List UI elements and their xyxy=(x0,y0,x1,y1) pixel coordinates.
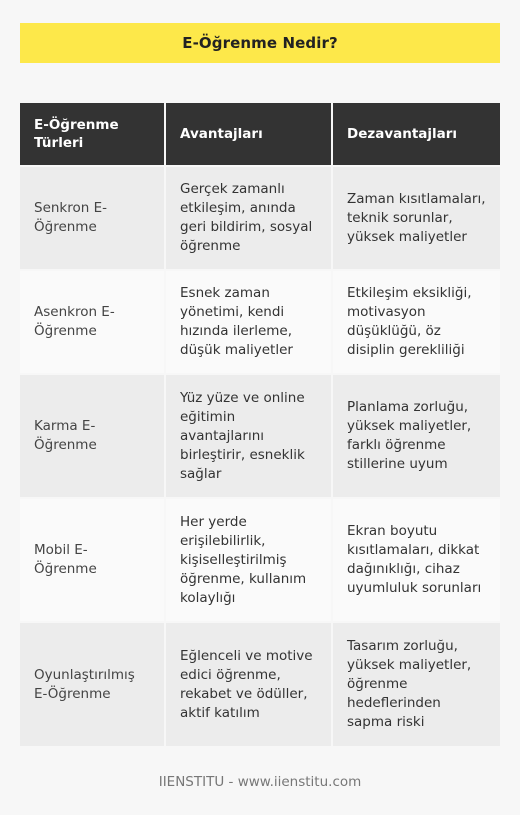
page-title: E-Öğrenme Nedir? xyxy=(182,34,338,52)
table-row xyxy=(20,374,500,498)
cell-disadvantages: Tasarım zorluğu, yüksek maliyetler, öğrenme hedeflerinden sapma riski xyxy=(332,622,500,746)
table-row xyxy=(20,498,500,622)
cell-advantages: Esnek zaman yönetimi, kendi hızında ilerleme, düşük maliyetler xyxy=(165,270,332,374)
cell-advantages: Eğlenceli ve motive edici öğrenme, rekabet ve ödüller, aktif katılım xyxy=(165,622,332,746)
header-types: E-Öğrenme Türleri xyxy=(20,103,165,166)
cell-type: Oyunlaştırılmış E-Öğrenme xyxy=(20,622,165,746)
footer-credit: IIENSTITU - www.iienstitu.com xyxy=(158,774,362,790)
cell-disadvantages: Etkileşim eksikliği, motivasyon düşüklüğü, öz disiplin gerekliliği xyxy=(332,270,500,374)
cell-advantages: Gerçek zamanlı etkileşim, anında geri bildirim, sosyal öğrenme xyxy=(165,166,332,270)
cell-type: Asenkron E-Öğrenme xyxy=(20,270,165,374)
cell-type: Karma E-Öğrenme xyxy=(20,374,165,498)
cell-disadvantages: Planlama zorluğu, yüksek maliyetler, farklı öğrenme stillerine uyum xyxy=(332,374,500,498)
cell-type: Mobil E-Öğrenme xyxy=(20,498,165,622)
header-disadvantages: Dezavantajları xyxy=(332,103,500,166)
table-header-row xyxy=(20,103,500,166)
table-row xyxy=(20,622,500,746)
cell-disadvantages: Ekran boyutu kısıtlamaları, dikkat dağınıklığı, cihaz uyumluluk sorunları xyxy=(332,498,500,622)
table-row xyxy=(20,166,500,270)
table-row xyxy=(20,270,500,374)
comparison-table xyxy=(20,103,500,746)
header-advantages: Avantajları xyxy=(165,103,332,166)
cell-advantages: Yüz yüze ve online eğitimin avantajlarını birleştirir, esneklik sağlar xyxy=(165,374,332,498)
cell-disadvantages: Zaman kısıtlamaları, teknik sorunlar, yüksek maliyetler xyxy=(332,166,500,270)
title-banner xyxy=(20,23,500,63)
cell-type: Senkron E-Öğrenme xyxy=(20,166,165,270)
cell-advantages: Her yerde erişilebilirlik, kişiselleştirilmiş öğrenme, kullanım kolaylığı xyxy=(165,498,332,622)
